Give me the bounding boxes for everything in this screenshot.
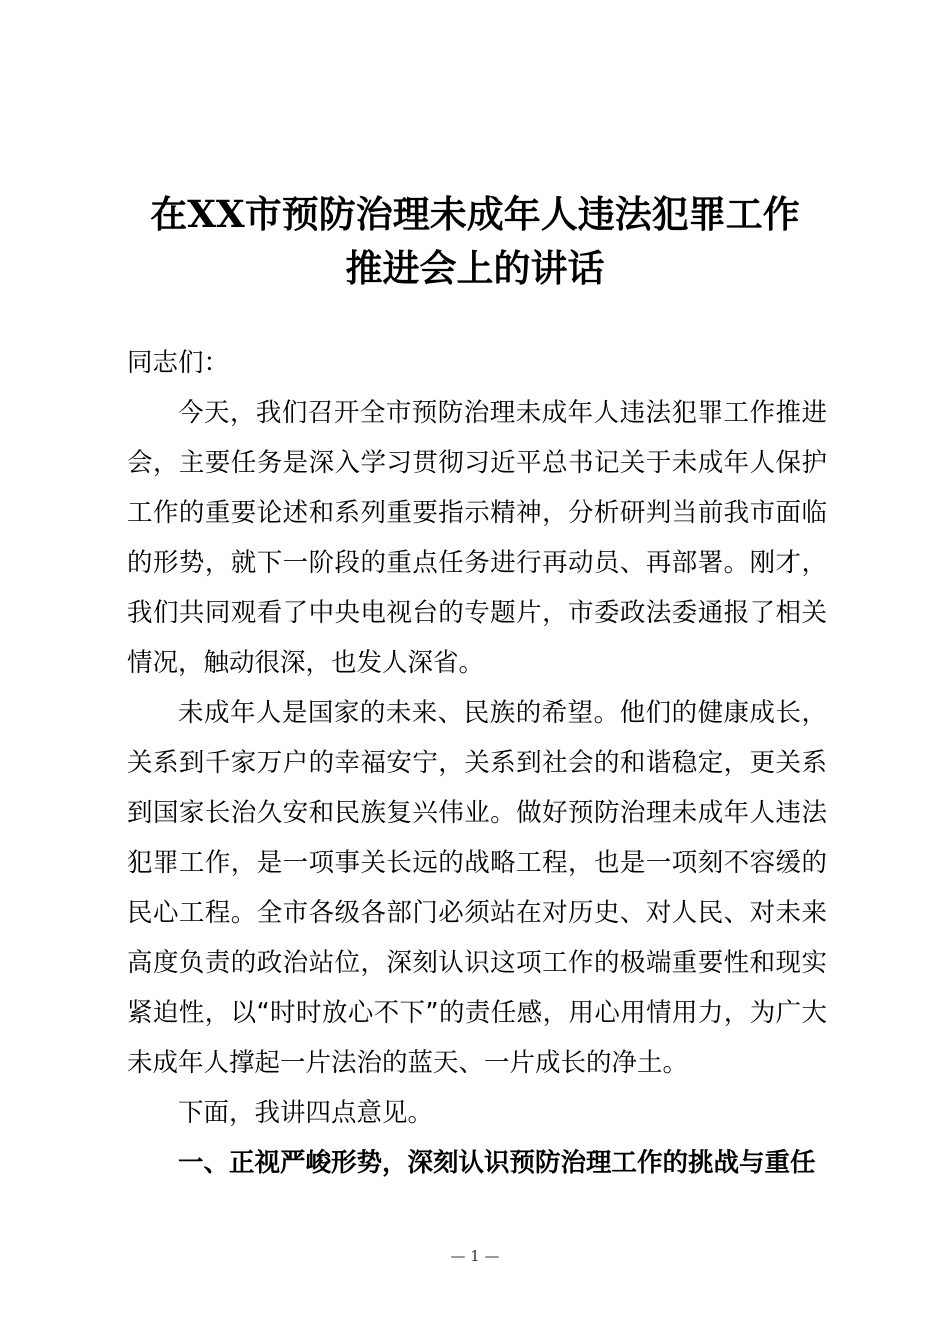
document-title-line-2: 推进会上的讲话 [345,246,605,290]
paragraph-2: 未成年人是国家的未来、民族的希望。他们的健康成长，关系到千家万户的幸福安宁，关系到社会的和谐稳定，更关系到国家长治久安和民族复兴伟业。做好预防治理未成年人违法犯罪工作，是一项事关长远的战略工程，也是一项刻不容缓的民心工程。全市各级各部门必须站在对历史、对人民、对未来高度负责的政治站位，深刻认识这项工作的极端重要性和现实紧迫性，以“时时放心不下”的责任感，用心用情用力，为广大未成年人撑起一片法治的蓝天、一片成长的净土。 [127,698,827,1078]
document-title-line-1: 在XX市预防治理未成年人违法犯罪工作 [150,192,800,236]
document-body [127,388,827,1188]
paragraph-1: 今天，我们召开全市预防治理未成年人违法犯罪工作推进会，主要任务是深入学习贯彻习近平总书记关于未成年人保护工作的重要论述和系列重要指示精神，分析研判当前我市面临的形势，就下一阶段的重点任务进行再动员、再部署。刚才，我们共同观看了中央电视台的专题片，市委政法委通报了相关情况，触动很深，也发人深省。 [127,398,827,678]
salutation: 同志们： [127,348,230,378]
paragraph-3: 下面，我讲四点意见。 [178,1098,434,1128]
page-number-footer: — 1 — [450,1247,500,1265]
section-heading-1: 一、正视严峻形势，深刻认识预防治理工作的挑战与重任 [178,1148,816,1178]
